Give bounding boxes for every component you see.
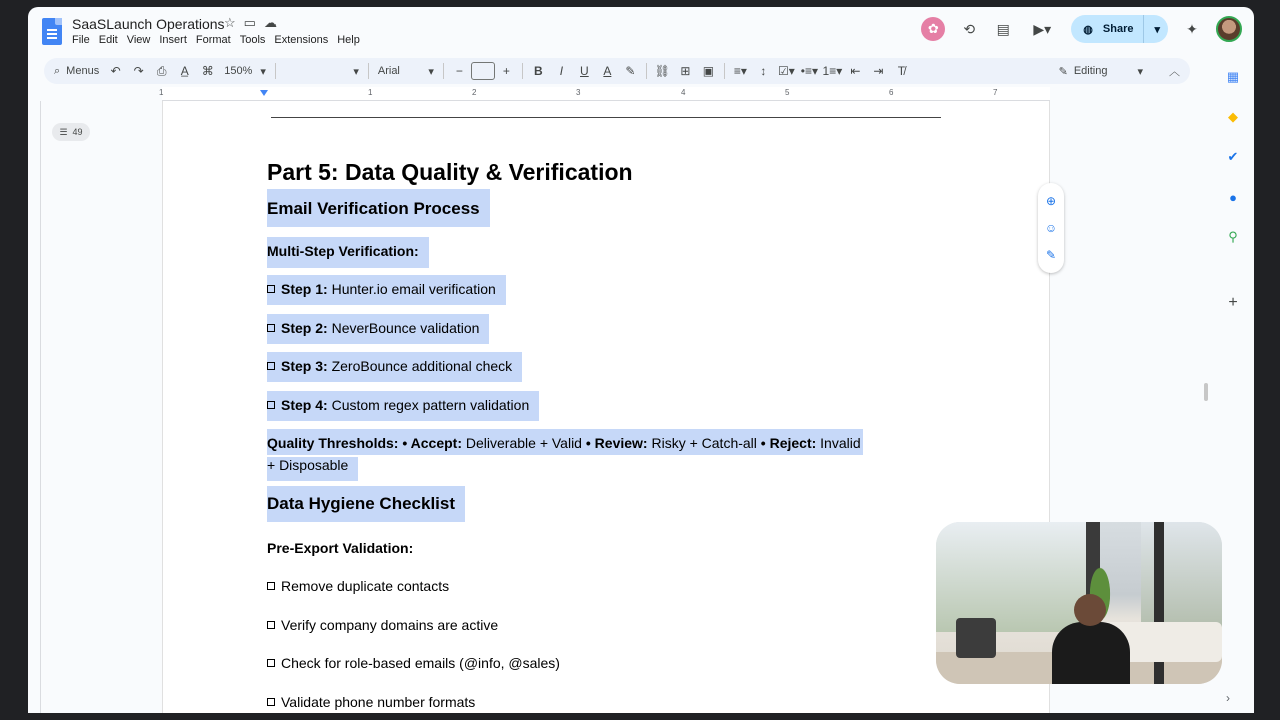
menu-extensions[interactable]: Extensions xyxy=(274,34,329,46)
print-icon[interactable]: ⎙ xyxy=(156,63,167,78)
checklist-icon[interactable]: ☑▾ xyxy=(777,64,795,78)
checklist-item[interactable]: Step 2: NeverBounce validation xyxy=(267,314,489,344)
increase-indent-icon[interactable]: ⇥ xyxy=(873,64,884,78)
title-bar xyxy=(28,7,1254,57)
menu-view[interactable]: View xyxy=(126,34,151,46)
text-color-icon[interactable]: A xyxy=(603,64,612,78)
comments-icon[interactable]: ▤ xyxy=(996,20,1010,37)
add-comment-icon[interactable]: ⊕ xyxy=(1045,193,1057,208)
menu-bar xyxy=(72,34,369,46)
checklist-item[interactable]: Verify company domains are active xyxy=(267,617,498,633)
pencil-icon: ✎ xyxy=(1058,65,1068,78)
keep-icon[interactable]: ◆ xyxy=(1228,109,1238,124)
quality-thresholds-line2[interactable]: + Disposable xyxy=(267,457,358,481)
increase-font-size-icon[interactable]: + xyxy=(502,64,510,78)
undo-icon[interactable]: ↶ xyxy=(110,64,121,78)
menus-search[interactable]: ⌕ Menus xyxy=(54,64,100,77)
checklist-item[interactable]: Step 1: Hunter.io email verification xyxy=(267,275,506,305)
search-icon: ⌕ xyxy=(54,64,61,77)
line-spacing-icon[interactable]: ↕ xyxy=(760,64,767,78)
checklist-item[interactable]: Step 3: ZeroBounce additional check xyxy=(267,352,522,382)
chevron-down-icon: ▾ xyxy=(1137,65,1143,78)
highlight-icon[interactable]: ✎ xyxy=(625,64,636,78)
star-icon[interactable]: ☆ xyxy=(224,15,236,30)
decrease-indent-icon[interactable]: ⇤ xyxy=(850,64,861,78)
align-icon[interactable]: ≡▾ xyxy=(733,64,747,78)
heading-multi-step[interactable]: Multi-Step Verification: xyxy=(267,237,429,268)
font-select[interactable]: Arial ▾ xyxy=(377,65,434,78)
menu-help[interactable]: Help xyxy=(337,34,360,46)
webcam-overlay xyxy=(936,522,1222,684)
insert-image-icon[interactable]: ▣ xyxy=(702,64,715,78)
insert-link-icon[interactable]: ⛓ xyxy=(654,64,670,78)
checkbox-icon[interactable] xyxy=(267,621,275,629)
heading-pre-export[interactable]: Pre-Export Validation: xyxy=(267,540,414,556)
document-page[interactable] xyxy=(162,101,1050,713)
formatting-toolbar xyxy=(44,58,1190,84)
tasks-icon[interactable]: ✔ xyxy=(1227,149,1239,164)
chevron-down-icon: ▾ xyxy=(260,65,266,78)
checklist-item[interactable]: Step 4: Custom regex pattern validation xyxy=(267,391,539,421)
vertical-scrollbar-thumb[interactable] xyxy=(1204,383,1208,401)
docs-logo-icon[interactable] xyxy=(42,18,62,45)
menu-edit[interactable]: Edit xyxy=(98,34,118,46)
calendar-icon[interactable]: ▦ xyxy=(1226,69,1240,84)
menu-format[interactable]: Format xyxy=(195,34,231,46)
add-comment-icon[interactable]: ⊞ xyxy=(680,64,691,78)
chevron-right-icon[interactable]: › xyxy=(1226,691,1230,705)
zoom-select[interactable]: 150% ▾ xyxy=(224,65,266,78)
checklist-item[interactable]: Remove duplicate contacts xyxy=(267,578,449,594)
document-title[interactable]: SaaSLaunch Operations xyxy=(72,16,225,32)
underline-icon[interactable]: U xyxy=(580,64,589,78)
gemini-sparkle-icon[interactable]: ✦ xyxy=(1186,20,1198,37)
menu-file[interactable]: File xyxy=(72,34,90,46)
collapse-toolbar-icon[interactable]: ︿ xyxy=(1169,66,1180,78)
decrease-font-size-icon[interactable]: − xyxy=(455,64,463,78)
globe-icon: ◍ xyxy=(1083,23,1093,36)
meet-video-icon[interactable]: ▶▾ xyxy=(1033,20,1052,37)
bulleted-list-icon[interactable]: •≡▾ xyxy=(800,64,818,78)
checkbox-icon[interactable] xyxy=(267,401,275,409)
checkbox-icon[interactable] xyxy=(267,285,275,293)
presenter xyxy=(1074,594,1106,626)
share-dropdown-icon[interactable]: ▾ xyxy=(1154,23,1160,36)
horizontal-ruler[interactable]: 1 1 2 3 4 5 6 7 xyxy=(28,87,1212,101)
move-folder-icon[interactable]: ▭ xyxy=(243,15,256,30)
paint-format-icon[interactable]: ⌘ xyxy=(201,64,214,78)
horizontal-rule xyxy=(271,117,941,118)
comment-action-rail xyxy=(1038,183,1064,273)
numbered-list-icon[interactable]: 1≡▾ xyxy=(822,64,843,78)
chevron-down-icon: ▾ xyxy=(428,65,434,78)
redo-icon[interactable]: ↷ xyxy=(133,64,144,78)
share-button[interactable]: ◍ Share ▾ xyxy=(1071,15,1168,43)
menu-insert[interactable]: Insert xyxy=(159,34,187,46)
style-select[interactable] xyxy=(280,60,364,82)
clear-formatting-icon[interactable]: T̸ xyxy=(897,64,906,78)
maps-icon[interactable]: ⚲ xyxy=(1228,229,1238,244)
checkbox-icon[interactable] xyxy=(267,582,275,590)
heading-email-verification[interactable]: Email Verification Process xyxy=(267,189,490,227)
version-history-icon[interactable]: ⟲ xyxy=(963,20,976,37)
indent-marker[interactable] xyxy=(260,90,268,96)
bold-icon[interactable]: B xyxy=(534,64,543,78)
checkbox-icon[interactable] xyxy=(267,362,275,370)
spellcheck-icon[interactable]: A̲ xyxy=(180,64,189,78)
contacts-icon[interactable]: ● xyxy=(1229,189,1237,205)
suggest-edits-icon[interactable]: ✎ xyxy=(1045,248,1057,263)
cloud-status-icon[interactable]: ☁ xyxy=(263,15,277,30)
user-avatar[interactable] xyxy=(1216,16,1242,42)
quality-thresholds[interactable]: Quality Thresholds: • Accept: Deliverable + Valid • Review: Risky + Catch-all • Reject: Invalid xyxy=(267,429,863,455)
checkbox-icon[interactable] xyxy=(267,324,275,332)
outline-icon: ☰ xyxy=(59,126,68,137)
emoji-reaction-icon[interactable]: ☺ xyxy=(1044,220,1058,235)
editing-mode-select[interactable]: ✎ Editing ▾ ︿ xyxy=(1058,65,1180,78)
checklist-item[interactable]: Validate phone number formats xyxy=(267,694,475,710)
checkbox-icon[interactable] xyxy=(267,659,275,667)
checkbox-icon[interactable] xyxy=(267,698,275,706)
heading-data-hygiene[interactable]: Data Hygiene Checklist xyxy=(267,486,465,522)
italic-icon[interactable]: I xyxy=(559,64,564,78)
collaborator-avatar[interactable]: ✿ xyxy=(921,17,945,41)
chevron-down-icon: ▾ xyxy=(353,65,359,78)
heading-part-5[interactable]: Part 5: Data Quality & Verification xyxy=(267,159,633,185)
document-outline-button[interactable]: ☰ 49 xyxy=(52,123,90,141)
font-size-input[interactable] xyxy=(471,62,495,80)
vertical-ruler[interactable] xyxy=(35,101,41,713)
menu-tools[interactable]: Tools xyxy=(239,34,266,46)
checklist-item[interactable]: Check for role-based emails (@info, @sales) xyxy=(267,655,560,671)
get-addons-icon[interactable]: + xyxy=(1228,294,1238,311)
